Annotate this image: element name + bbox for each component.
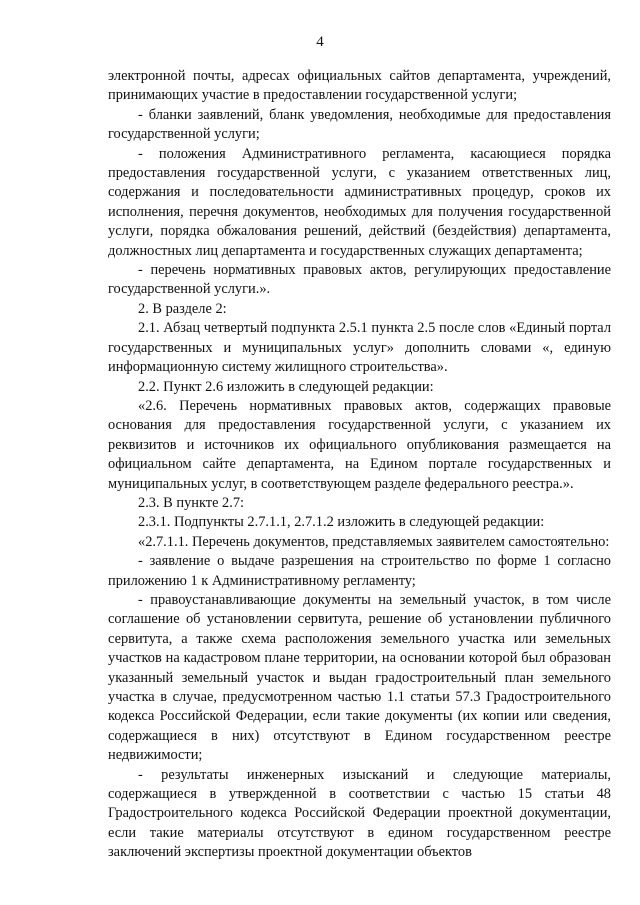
paragraph: 2.3.1. Подпункты 2.7.1.1, 2.7.1.2 изложить в следующей редакции: (138, 514, 545, 531)
document-body (108, 67, 611, 863)
paragraph: - правоустанавливающие документы на земельный участок, в том числе соглашение об установлении сервитута, решение об установлении публичного сервитута, а также схема расположения земельного участка или земельных участков на кадастровом плане территории, на основании которой был образован указанный земельный участок и выдан градостроительный план земельного участка в случае, предусмотренном частью 1.1 статьи 57.3 Градостроительного кодекса Российской Федерации, если такие документы (их копии или сведения, содержащиеся в них) отсутствуют в Едином государственном реестре недвижимости; (108, 591, 611, 764)
page-number: 4 (316, 34, 324, 50)
section-heading: 2. В разделе 2: (138, 300, 227, 317)
paragraph: 2.1. Абзац четвертый подпункта 2.5.1 пункта 2.5 после слов «Единый портал государственных и муниципальных услуг» дополнить словами «, единую информационную систему жилищного строительства». (108, 320, 611, 376)
paragraph: «2.6. Перечень нормативных правовых актов, содержащих правовые основания для предоставления государственной услуги, с указанием их реквизитов и источников их официального опубликования размещается на официальном сайте департамента, на Едином портале государственных и муниципальных услуг, в соответствующем разделе федерального реестра.». (108, 397, 611, 492)
paragraph: - результаты инженерных изысканий и следующие материалы, содержащиеся в утвержденной в соответствии с частью 15 статьи 48 Градостроительного кодекса Российской Федерации проектной документации, если такие материалы отсутствуют в едином государственном реестре заключений экспертизы проектной документации объектов (108, 766, 611, 861)
paragraph: - положения Административного регламента, касающиеся порядка предоставления государственной услуги, с указанием ответственных лиц, содержания и последовательности административных процедур, сроков их исполнения, перечня документов, необходимых для получения государственной услуги, порядка обжалования решений, действий (бездействия) департамента, должностных лиц департамента и государственных служащих департамента; (108, 145, 611, 259)
paragraph: - бланки заявлений, бланк уведомления, необходимые для предоставления государственной услуги; (108, 106, 611, 143)
paragraph: - заявление о выдаче разрешения на строительство по форме 1 согласно приложению 1 к Административному регламенту; (108, 553, 611, 589)
paragraph: электронной почты, адресах официальных сайтов департамента, учреждений, принимающих участие в предоставлении государственной услуги; (108, 68, 611, 104)
paragraph: - перечень нормативных правовых актов, регулирующих предоставление государственной услуги.». (108, 262, 611, 298)
paragraph: «2.7.1.1. Перечень документов, представляемых заявителем самостоятельно: (138, 533, 610, 550)
paragraph: 2.2. Пункт 2.6 изложить в следующей редакции: (138, 378, 434, 395)
paragraph: 2.3. В пункте 2.7: (138, 494, 245, 511)
